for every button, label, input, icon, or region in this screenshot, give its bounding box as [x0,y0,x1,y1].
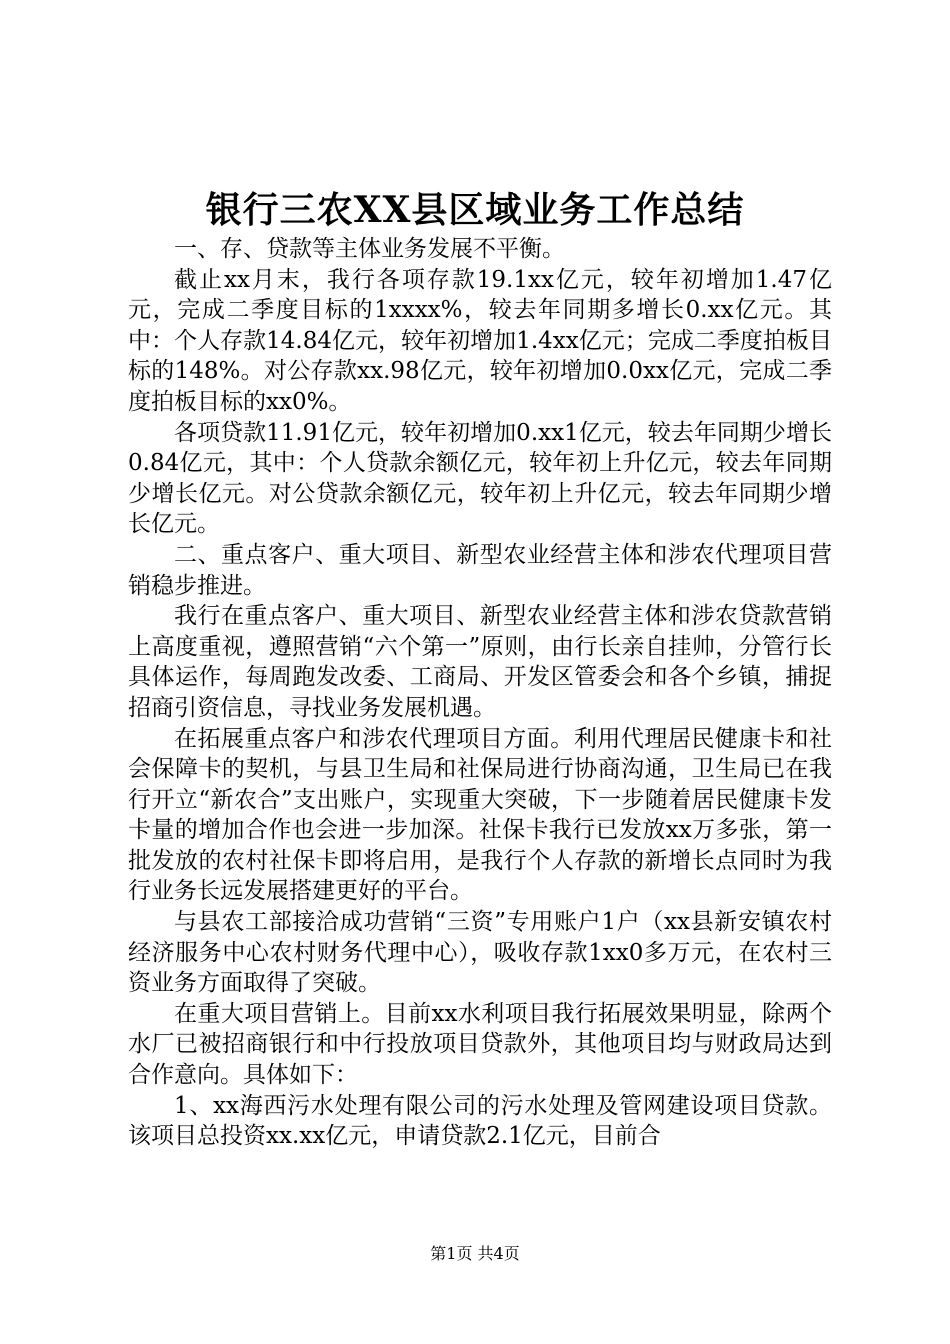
section-heading-1: 一、存、贷款等主体业务发展不平衡。 [174,236,565,262]
paragraph-marketing: 我行在重点客户、重大项目、新型农业经营主体和涉农贷款营销上高度重视，遵照营销“六个第一”原则，由行长亲自挂帅，分管行长具体运作，每周跑发改委、工商局、开发区管委会和各个乡镇，捕捉招商引资信息，寻找业务发展机遇。 [128,603,832,721]
paragraph-deposits: 截止xx月末，我行各项存款19.1xx亿元，较年初增加1.47亿元，完成二季度目标的1xxxx%，较去年同期多增长0.xx亿元。其中：个人存款14.84亿元，较年初增加1.4xx亿元；完成二季度拍板目标的148%。对公存款xx.98亿元，较年初增加0.0xx亿元，完成二季度拍板目标的xx0%。 [128,266,832,415]
document-title: 银行三农XX县区域业务工作总结 [205,189,745,231]
paragraph-key-clients: 在拓展重点客户和涉农代理项目方面。利用代理居民健康卡和社会保障卡的契机，与县卫生局和社保局进行协商沟通，卫生局已在我行开立“新农合”支出账户，实现重大突破，下一步随着居民健康卡发卡量的增加合作也会进一步加深。社保卡我行已发放xx万多张，第一批发放的农村社保卡即将启用，是我行个人存款的新增长点同时为我行业务长远发展搭建更好的平台。 [128,725,832,905]
paragraph-loans: 各项贷款11.91亿元，较年初增加0.xx1亿元，较去年同期少增长0.84亿元，其中：个人贷款余额亿元，较年初上升亿元，较去年同期少增长亿元。对公贷款余额亿元，较年初上升亿元，较去年同期少增长亿元。 [128,419,832,538]
paragraph-three-assets: 与县农工部接洽成功营销“三资”专用账户1户（xx县新安镇农村经济服务中心农村财务代理中心），吸收存款1xx0多万元，在农村三资业务方面取得了突破。 [128,909,832,997]
document-body [128,234,832,1152]
paragraph-item-1: 1、xx海西污水处理有限公司的污水处理及管网建设项目贷款。该项目总投资xx.xx亿元，申请贷款2.1亿元，目前合 [128,1092,832,1150]
page-footer: 第1页 共4页 [430,1244,520,1263]
paragraph-major-projects: 在重大项目营销上。目前xx水利项目我行拓展效果明显，除两个水厂已被招商银行和中行投放项目贷款外，其他项目均与财政局达到合作意向。具体如下： [128,1000,832,1089]
section-heading-2: 二、重点客户、重大项目、新型农业经营主体和涉农代理项目营销稳步推进。 [128,541,832,599]
